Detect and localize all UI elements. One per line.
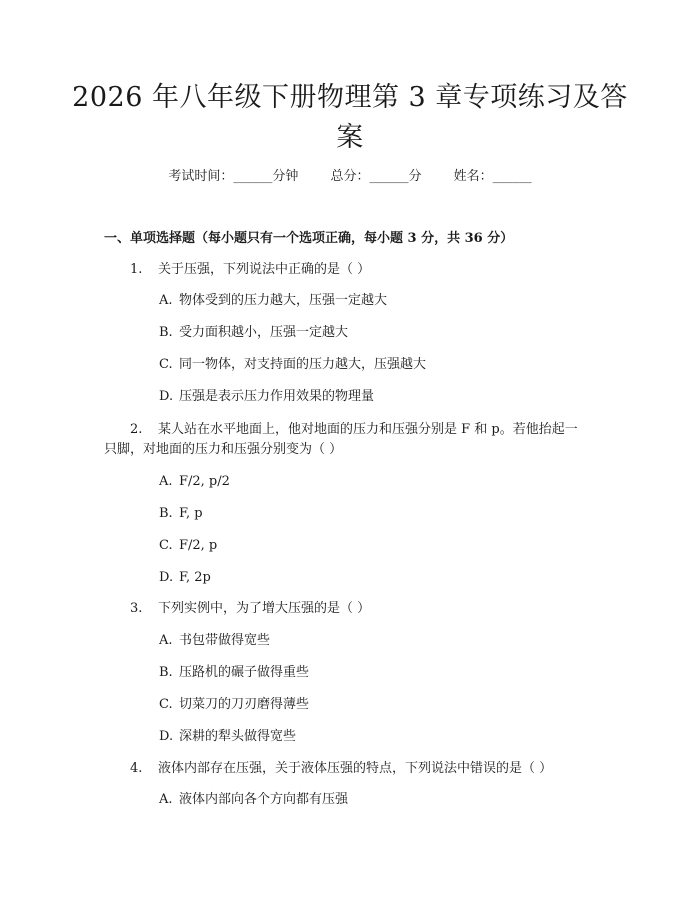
- option-letter: A.: [159, 474, 173, 489]
- question-3-option-c: [159, 696, 309, 714]
- question-text-line-2: 只脚，对地面的压力和压强分别变为（ ）: [104, 442, 343, 457]
- question-number: 3.: [130, 601, 143, 616]
- title-line-1: 2026 年八年级下册物理第 3 章专项练习及答: [72, 82, 628, 113]
- option-letter: D.: [159, 729, 174, 744]
- question-3-option-b: [159, 664, 309, 682]
- option-text: F/2, p: [179, 538, 218, 553]
- option-text: 书包带做得宽些: [179, 633, 271, 648]
- question-1-option-c: [159, 356, 426, 374]
- option-text: 切菜刀的刀刃磨得薄些: [179, 697, 310, 712]
- option-text: 压强是表示压力作用效果的物理量: [179, 389, 375, 404]
- question-number: 1.: [130, 262, 143, 277]
- option-text: 液体内部向各个方向都有压强: [179, 792, 349, 807]
- question-4-option-a: [159, 791, 348, 809]
- question-2-stem: [130, 420, 578, 440]
- option-letter: B.: [159, 325, 173, 340]
- option-text: F, p: [179, 506, 203, 521]
- option-text: F/2, p/2: [179, 474, 230, 489]
- option-letter: B.: [159, 665, 173, 680]
- question-2-option-d: [159, 569, 211, 587]
- question-1-option-a: [159, 292, 387, 310]
- option-text: 压路机的碾子做得重些: [179, 665, 310, 680]
- question-text: 液体内部存在压强，关于液体压强的特点，下列说法中错误的是（ ）: [158, 761, 553, 776]
- option-letter: A.: [159, 633, 173, 648]
- question-1-option-d: [159, 388, 374, 406]
- option-letter: B.: [159, 506, 173, 521]
- question-2-option-a: [159, 473, 230, 491]
- question-3-option-d: [159, 728, 296, 746]
- option-text: 物体受到的压力越大，压强一定越大: [179, 293, 388, 308]
- question-2-option-b: [159, 505, 203, 523]
- question-text-line-1: 某人站在水平地面上，他对地面的压力和压强分别是 F 和 p。若他抬起一: [158, 422, 578, 437]
- question-number: 4.: [130, 761, 143, 776]
- option-text: 受力面积越小，压强一定越大: [179, 325, 349, 340]
- total-score-field: 总分：______分: [330, 169, 422, 184]
- section-heading: 一、单项选择题（每小题只有一个选项正确，每小题 3 分，共 36 分）: [104, 231, 514, 246]
- question-text: 下列实例中，为了增大压强的是（ ）: [158, 601, 371, 616]
- question-1-option-b: [159, 324, 348, 342]
- option-letter: D.: [159, 570, 174, 585]
- question-4-stem: [130, 759, 552, 779]
- question-text: 关于压强，下列说法中正确的是（ ）: [158, 262, 371, 277]
- exam-time-field: 考试时间：______分钟: [168, 169, 299, 184]
- option-letter: A.: [159, 293, 173, 308]
- option-letter: C.: [159, 357, 173, 372]
- option-letter: C.: [159, 538, 173, 553]
- student-name-field: 姓名：______: [453, 169, 532, 184]
- question-2-option-c: [159, 537, 217, 555]
- option-letter: C.: [159, 697, 173, 712]
- question-3-option-a: [159, 632, 270, 650]
- document-title: [60, 78, 640, 158]
- option-letter: A.: [159, 792, 173, 807]
- title-line-2: 案: [336, 122, 364, 153]
- question-3-stem: [130, 599, 370, 619]
- question-number: 2.: [130, 422, 143, 437]
- option-text: 深耕的犁头做得宽些: [179, 729, 297, 744]
- exam-info-row: [0, 168, 700, 186]
- option-text: F, 2p: [179, 570, 211, 585]
- option-text: 同一物体，对支持面的压力越大，压强越大: [179, 357, 427, 372]
- question-1-stem: [130, 260, 370, 280]
- option-letter: D.: [159, 389, 174, 404]
- question-2-stem-continued: [104, 440, 342, 460]
